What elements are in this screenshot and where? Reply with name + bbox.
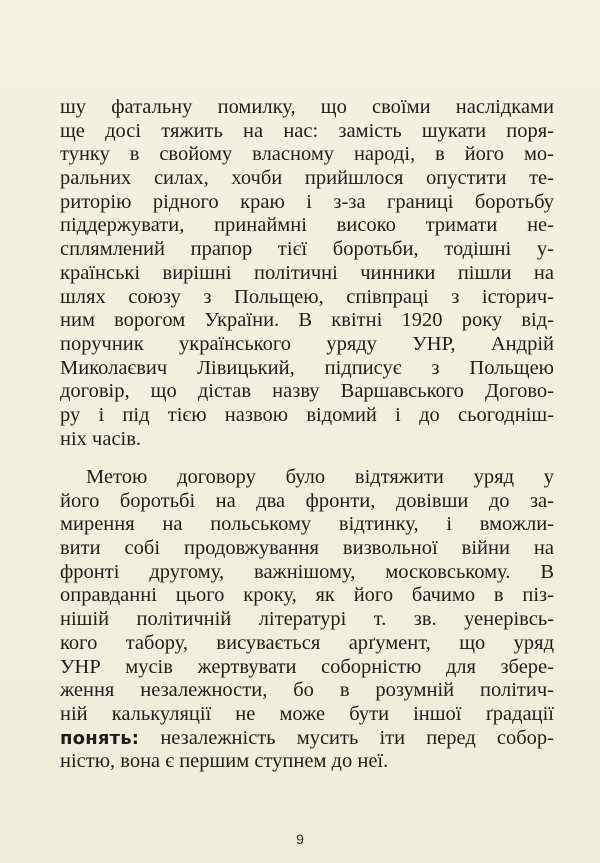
text-line: поручник українського уряду УНР, Андрій	[60, 332, 554, 355]
text-line-rest: незалежність мусить іти перед собор-	[139, 726, 554, 749]
bold-term: понять:	[60, 727, 140, 749]
text-line: фронті другому, важнішому, московському. В	[60, 560, 554, 583]
text-line: ральних силах, хочби прийшлося опустити те-	[60, 167, 554, 190]
text-line: ще досі тяжить на нас: замість шукати поря-	[60, 119, 554, 142]
text-line: його боротьбі на два фронти, довівши до за-	[60, 489, 554, 512]
text-line: шу фатальну помилку, що своїми наслідками	[60, 96, 554, 118]
text-line: нішій політичній літературі т. зв. уенерівсь-	[60, 608, 554, 631]
text-line: мирення на польському відтинку, і вможли-	[60, 513, 554, 536]
text-line: договір, що дістав назву Варшавського Догово-	[60, 380, 554, 403]
text-line: вити собі продовжування визвольної війни на	[60, 537, 554, 560]
page-number: 9	[296, 831, 304, 847]
text-line: ніх часів.	[60, 427, 142, 450]
text-line: ним ворогом України. В квітні 1920 року від-	[60, 309, 554, 332]
text-line: риторію рідного краю і з-за границі боротьбу	[60, 190, 554, 213]
paragraph-1	[60, 96, 554, 451]
text-line-bold-lead	[60, 727, 554, 751]
text-line: Миколаєвич Лівицький, підписує з Польщею	[60, 356, 554, 379]
text-line: піддержувати, принаймні високо тримати не-	[60, 214, 554, 237]
text-line: країнські вирішні політичні чинники пішли на	[60, 261, 554, 284]
text-line: ру і під тією назвою відомий і до сьогоднiш-	[60, 403, 554, 426]
text-line: Метою договору було відтяжити уряд у	[86, 466, 554, 488]
text-line: сплямлений прапор тієї боротьби, тодішні у-	[60, 238, 554, 261]
text-line: ження незалежности, бо в розумній політич-	[60, 679, 554, 702]
paragraph-2	[60, 466, 554, 774]
text-line: тунку в свойому власному народі, в його мо-	[60, 143, 554, 166]
text-line: ній калькуляції не може бути іншої ґрадації	[60, 702, 554, 725]
text-line: оправданні цього кроку, як його бачимо в піз-	[60, 584, 554, 607]
text-line: УНР мусів жертвувати соборністю для збере-	[60, 655, 554, 678]
text-line: ністю, вона є першим ступнем до неї.	[60, 750, 389, 773]
text-line: шлях союзу з Польщею, співпраці з історич-	[60, 285, 554, 308]
text-line: кого табору, висувається арґумент, що уряд	[60, 631, 554, 654]
